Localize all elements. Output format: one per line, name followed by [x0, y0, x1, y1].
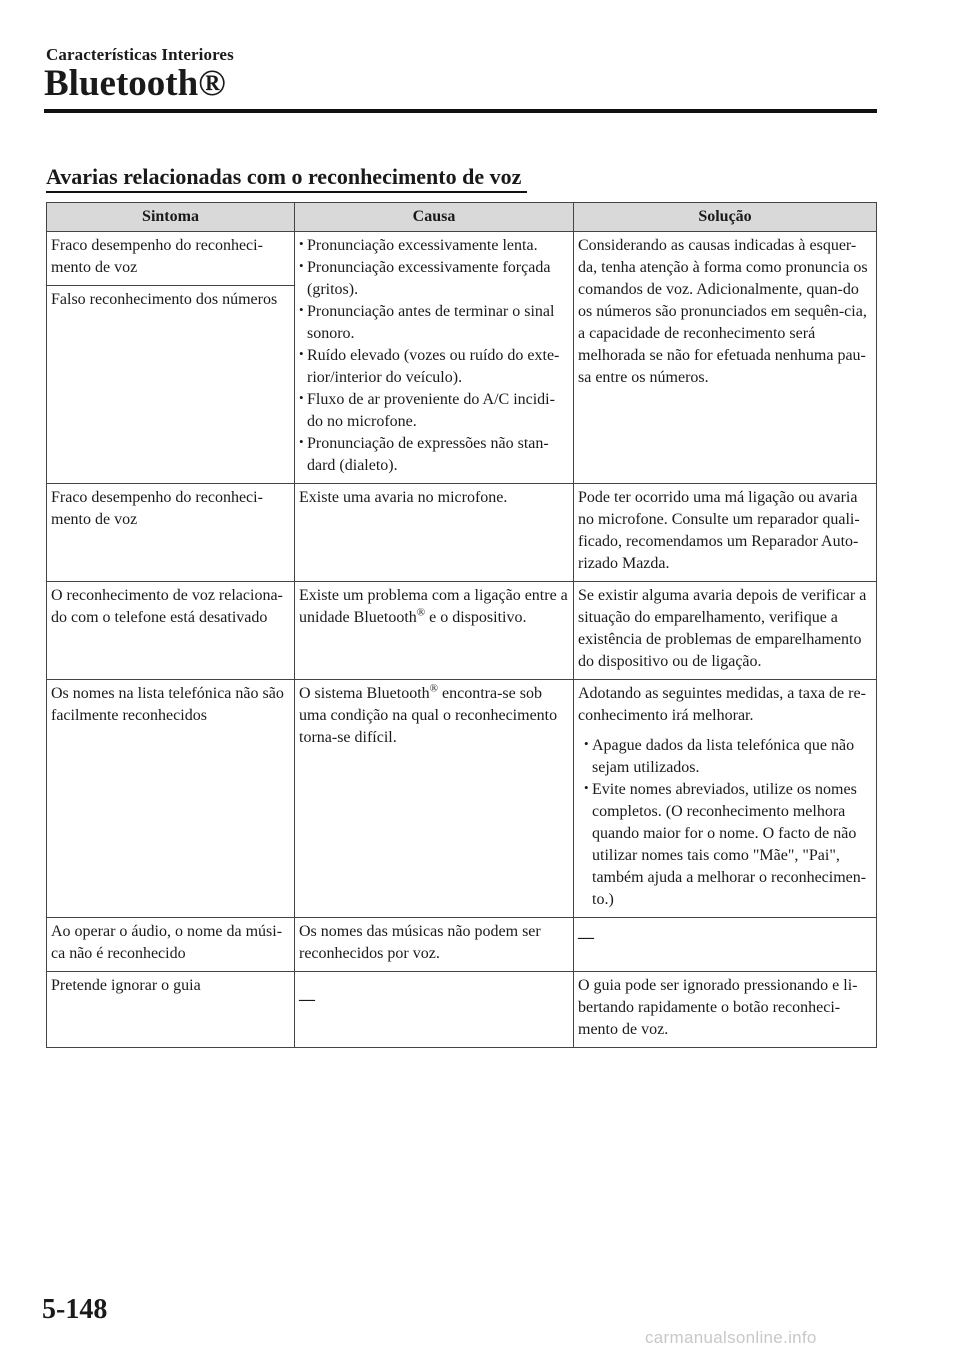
- list-item: • Pronunciação excessivamente forçada (gritos).: [299, 258, 551, 298]
- list-item: • Pronunciação antes de terminar o sinal sonoro.: [299, 302, 555, 342]
- cause-cell: Os nomes das músicas não podem ser reconhecidos por voz.: [295, 918, 574, 972]
- cause-cell: O sistema Bluetooth® encontra-se sob uma condição na qual o reconhecimento torna-se difícil.: [295, 680, 574, 918]
- column-header-cause: Causa: [295, 203, 574, 232]
- watermark: carmanualsonline.info: [645, 1328, 817, 1347]
- table-row: [47, 582, 877, 680]
- section-heading: Avarias relacionadas com o reconhecimento de voz: [46, 163, 527, 193]
- empty-dash: —: [578, 929, 594, 946]
- symptom-cell: Fraco desempenho do reconheci-mento de voz: [47, 232, 295, 286]
- column-header-solution: Solução: [574, 203, 877, 232]
- list-item: • Evite nomes abreviados, utilize os nomes completos. (O reconhecimento melhora quando maior for o nome. O facto de não utilizar nomes tais como "Mãe", "Pai", também ajuda a melhorar o reconhecimen-to.): [584, 780, 867, 908]
- cause-cell: [295, 232, 574, 484]
- table-row: [47, 484, 877, 582]
- table-row: [47, 918, 877, 972]
- solution-list: [584, 735, 872, 911]
- solution-cell: Considerando as causas indicadas à esquer-da, tenha atenção à forma como pronuncia os comandos de voz. Adicionalmente, quan-do os números são pronunciados em sequên-cia, a capacidade de reconhecimento será melhorada se não for efetuada nenhuma pau-sa entre os números.: [574, 232, 877, 484]
- list-item: • Apague dados da lista telefónica que não sejam utilizados.: [584, 736, 855, 776]
- solution-cell: Se existir alguma avaria depois de verificar a situação do emparelhamento, verifique a existência de problemas de emparelhamento do dispositivo ou de ligação.: [574, 582, 877, 680]
- list-item: • Pronunciação excessivamente lenta.: [299, 236, 538, 254]
- table-row: [47, 680, 877, 918]
- troubleshooting-table: [46, 202, 877, 1048]
- symptom-cell: Pretende ignorar o guia: [47, 972, 295, 1048]
- cause-cell: [295, 972, 574, 1048]
- column-header-symptom: Sintoma: [47, 203, 295, 232]
- page-title: Bluetooth®: [44, 63, 226, 104]
- table-row: [47, 232, 877, 286]
- list-item: • Pronunciação de expressões não stan-dard (dialeto).: [299, 434, 549, 474]
- page-number: 5-148: [42, 1294, 108, 1325]
- solution-cell: [574, 918, 877, 972]
- empty-dash: —: [299, 991, 315, 1008]
- symptom-cell: Os nomes na lista telefónica não são facilmente reconhecidos: [47, 680, 295, 918]
- table-row: [47, 972, 877, 1048]
- solution-cell: O guia pode ser ignorado pressionando e li-bertando rapidamente o botão reconheci-mento de voz.: [574, 972, 877, 1048]
- symptom-cell: Falso reconhecimento dos números: [47, 286, 295, 484]
- solution-cell: [574, 680, 877, 918]
- list-item: • Fluxo de ar proveniente do A/C incidi-do no microfone.: [299, 390, 555, 430]
- cause-cell: Existe uma avaria no microfone.: [295, 484, 574, 582]
- section-label: Características Interiores: [46, 45, 234, 64]
- cause-cell: Existe um problema com a ligação entre a unidade Bluetooth® e o dispositivo.: [295, 582, 574, 680]
- title-divider: [44, 109, 877, 113]
- solution-intro: Adotando as seguintes medidas, a taxa de re-conhecimento irá melhorar.: [578, 685, 866, 724]
- symptom-cell: O reconhecimento de voz relaciona-do com o telefone está desativado: [47, 582, 295, 680]
- table-header-row: [47, 203, 877, 232]
- symptom-cell: Fraco desempenho do reconheci-mento de voz: [47, 484, 295, 582]
- symptom-cell: Ao operar o áudio, o nome da músi-ca não é reconhecido: [47, 918, 295, 972]
- solution-cell: Pode ter ocorrido uma má ligação ou avaria no microfone. Consulte um reparador quali-ficado, recomendamos um Reparador Auto-rizado Mazda.: [574, 484, 877, 582]
- list-item: • Ruído elevado (vozes ou ruído do exte-rior/interior do veículo).: [299, 346, 560, 386]
- cause-list: [299, 235, 569, 477]
